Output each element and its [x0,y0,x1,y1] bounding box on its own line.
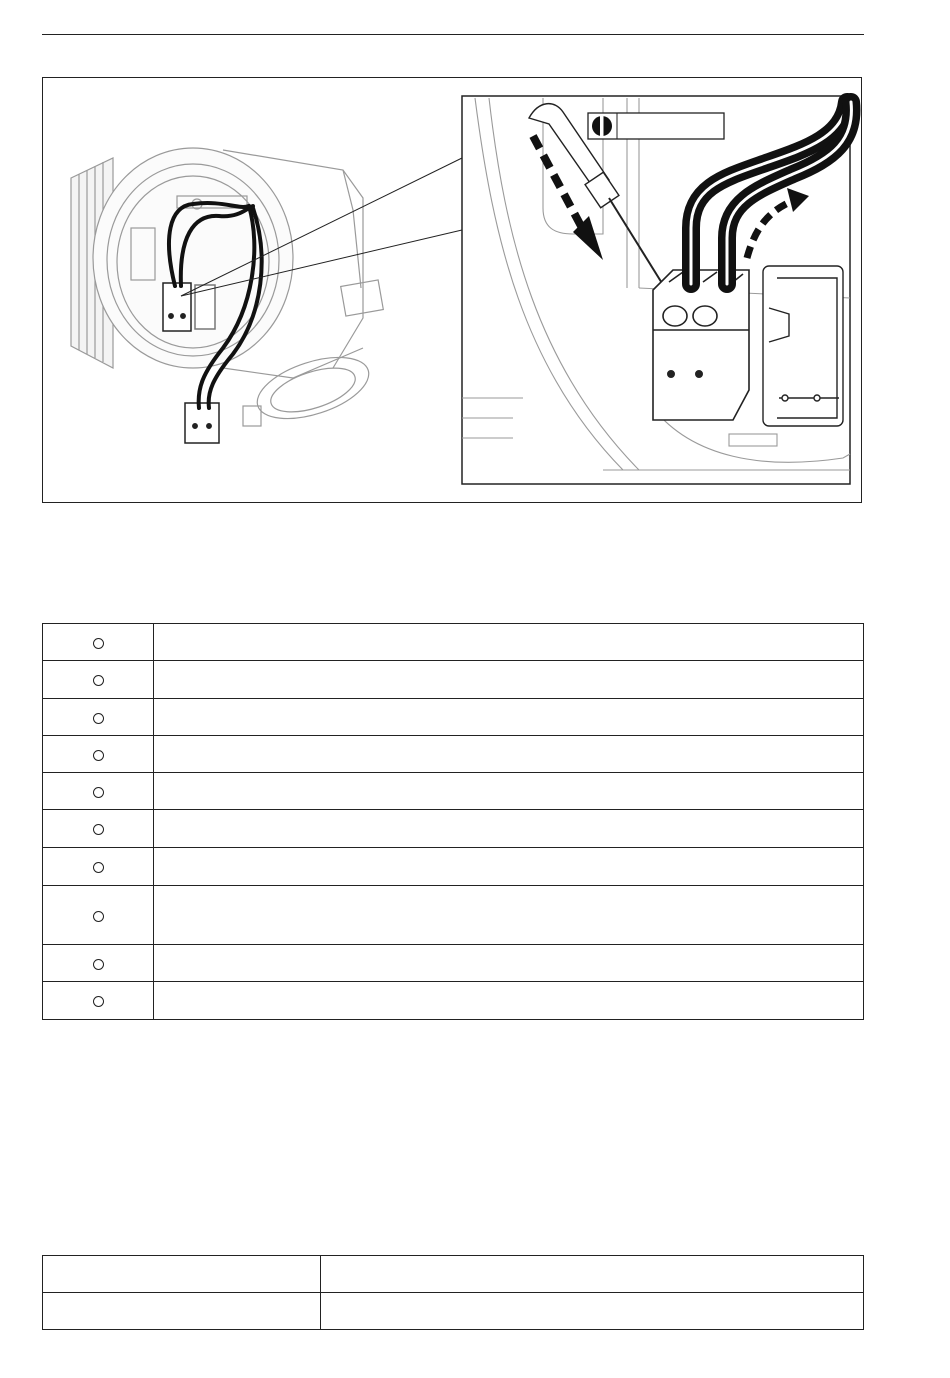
checkbox-cell [43,699,154,736]
table-cell [43,1256,321,1293]
table-row [43,624,864,661]
checklist-item-text [154,624,864,661]
table-row [43,773,864,810]
terminal-block-removed [185,403,219,443]
checklist-item-text [154,848,864,886]
checkbox-cell [43,624,154,661]
table-row [43,699,864,736]
checkbox-cell [43,886,154,945]
circle-checkbox-icon[interactable] [93,862,104,873]
header-rule [42,34,864,35]
table-cell [321,1256,864,1293]
table-row [43,886,864,945]
table-row [43,848,864,886]
table-row [43,810,864,848]
checklist-item-text [154,736,864,773]
flat-screwdriver-icon [588,113,724,139]
checkbox-cell [43,661,154,699]
table-row [43,945,864,982]
terminal-block-detail [653,270,749,420]
checkbox-cell [43,945,154,982]
checklist-table [42,623,864,1020]
table-row [43,736,864,773]
checkbox-cell [43,982,154,1020]
circle-checkbox-icon[interactable] [93,750,104,761]
circle-checkbox-icon[interactable] [93,675,104,686]
table-cell [321,1293,864,1330]
checkbox-cell [43,810,154,848]
table-cell [43,1293,321,1330]
detail-panel [462,96,851,484]
circle-checkbox-icon[interactable] [93,959,104,970]
table-row [43,661,864,699]
circle-checkbox-icon[interactable] [93,638,104,649]
checklist-item-text [154,982,864,1020]
checklist-item-text [154,886,864,945]
adjacent-module [763,266,843,426]
figure-frame [42,77,862,503]
checklist-item-text [154,810,864,848]
transmitter-housing-illustration [71,148,383,431]
circle-checkbox-icon[interactable] [93,713,104,724]
checkbox-cell [43,848,154,886]
table-row [43,1256,864,1293]
table-row [43,982,864,1020]
checkbox-cell [43,773,154,810]
checklist-item-text [154,661,864,699]
checkbox-cell [43,736,154,773]
circle-checkbox-icon[interactable] [93,996,104,1007]
circle-checkbox-icon[interactable] [93,824,104,835]
checklist-item-text [154,945,864,982]
circle-checkbox-icon[interactable] [93,787,104,798]
table-row [43,1293,864,1330]
checklist-item-text [154,773,864,810]
checklist-item-text [154,699,864,736]
bottom-table [42,1255,864,1330]
circle-checkbox-icon[interactable] [93,911,104,922]
